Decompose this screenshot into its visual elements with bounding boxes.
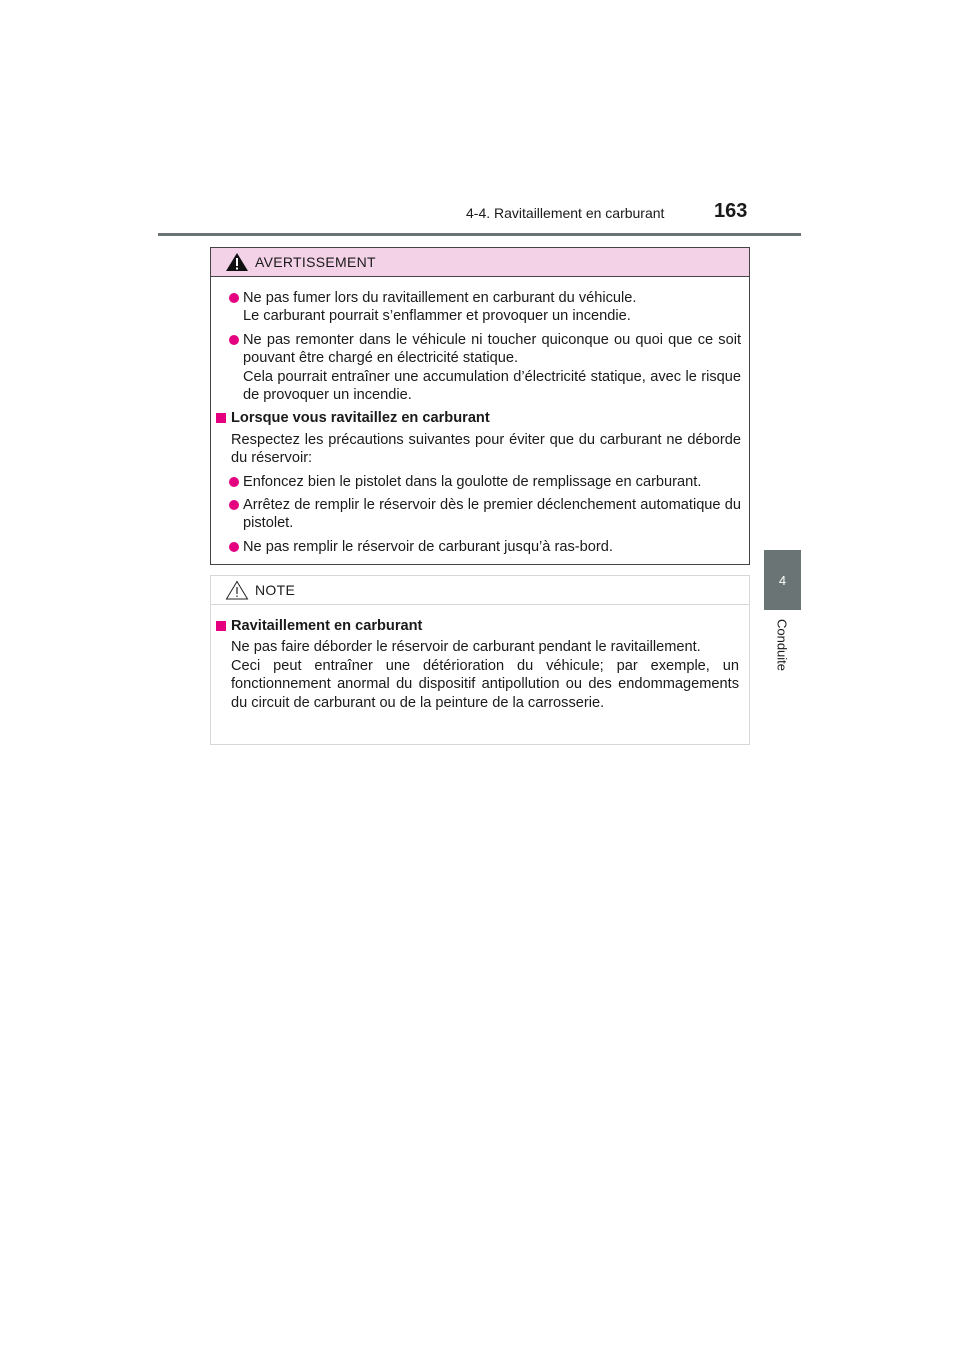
warning-box: [210, 247, 750, 565]
section-title: 4-4. Ravitaillement en carburant: [466, 205, 665, 221]
note-header: [211, 576, 749, 605]
caution-triangle-icon: [225, 580, 249, 600]
bullet-icon: [229, 293, 239, 303]
bullet-icon: [229, 542, 239, 552]
warning-item-text: Ne pas remonter dans le véhicule ni toucher quiconque ou quoi que ce soit pouvant être chargé en électricité statique.: [243, 331, 741, 367]
warning-body: [211, 277, 749, 556]
precaution-text: Arrêtez de remplir le réservoir dès le premier déclenchement automatique du pistolet.: [243, 497, 741, 532]
warning-item-text: Ne pas fumer lors du ravitaillement en carburant du véhicule.: [243, 290, 637, 306]
subsection-intro: Respectez les précautions suivantes pour éviter que du carburant ne déborde du réservoir:: [231, 431, 741, 467]
precaution-text: Ne pas remplir le réservoir de carburant jusqu’à ras-bord.: [243, 538, 613, 555]
warning-header: [211, 248, 749, 277]
note-heading: Ravitaillement en carburant: [215, 617, 739, 635]
note-title: NOTE: [255, 582, 296, 598]
chapter-tab[interactable]: [764, 550, 801, 610]
chapter-label: Conduite: [774, 618, 790, 672]
page-number: 163: [714, 200, 748, 222]
bullet-icon: [229, 500, 239, 510]
warning-item-text: Le carburant pourrait s’enflammer et provoquer un incendie.: [243, 308, 631, 325]
bullet-icon: [229, 477, 239, 487]
precaution-item: [215, 473, 741, 491]
warning-item-text: Cela pourrait entraîner une accumulation d’électricité statique, avec le risque de provoquer un incendie.: [243, 368, 741, 404]
square-bullet-icon: [216, 413, 226, 423]
warning-triangle-icon: [225, 252, 249, 272]
bullet-icon: [229, 335, 239, 345]
chapter-number: 4: [778, 572, 787, 588]
note-body: [211, 605, 749, 712]
warning-item: [215, 331, 741, 405]
precaution-item: [215, 538, 741, 556]
note-text: Ne pas faire déborder le réservoir de carburant pendant le ravitaillement.: [231, 639, 701, 656]
warning-title: AVERTISSEMENT: [255, 254, 376, 270]
precaution-item: [215, 496, 741, 533]
square-bullet-icon: [216, 621, 226, 631]
header-divider: [158, 233, 801, 236]
precaution-text: Enfoncez bien le pistolet dans la goulotte de remplissage en carburant.: [243, 473, 702, 490]
note-box: [210, 575, 750, 745]
warning-item: [215, 289, 741, 326]
note-text: Ceci peut entraîner une détérioration du véhicule; par exemple, un fonctionnement anormal du dispositif antipollution ou des endommagements du circuit de carburant ou de la peinture de la carrosserie.: [231, 657, 739, 711]
subsection-heading: Lorsque vous ravitaillez en carburant: [215, 409, 741, 427]
